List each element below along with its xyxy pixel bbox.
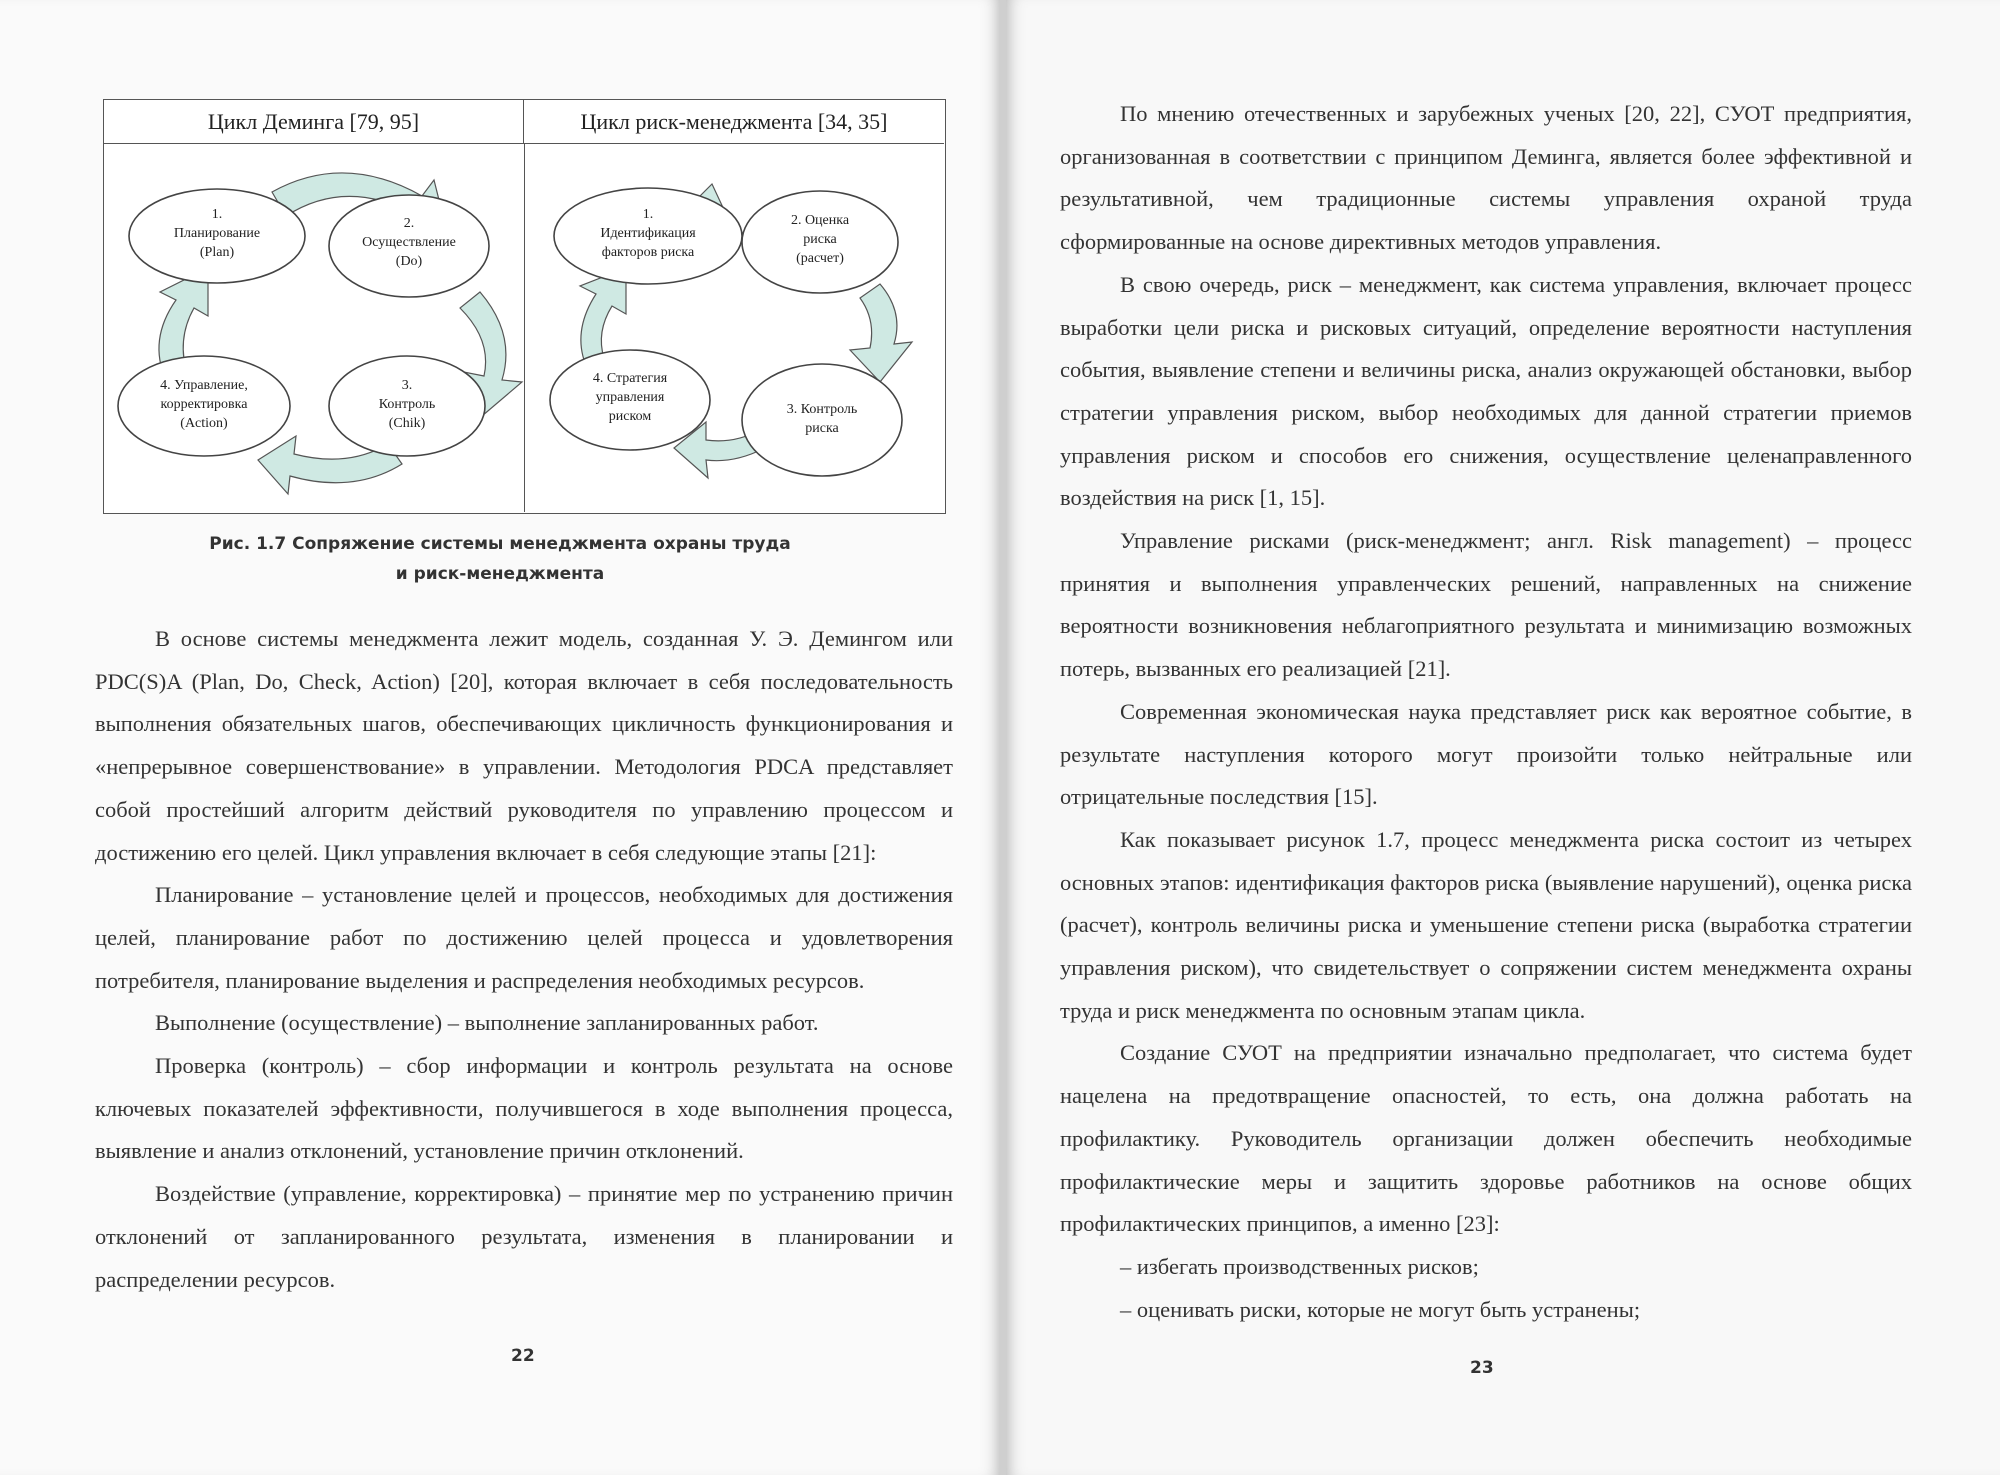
deming-cycle-header: Цикл Деминга [79, 95]	[104, 100, 524, 144]
paragraph: В основе системы менеджмента лежит модель, созданная У. Э. Демингом или PDC(S)A (Plan, Do, Check, Action) [20], которая включает в себя последовательность выполнения обязательных шагов, обеспечивающих цикличность функционирования и «непрерывное совершенствование» в управлении. Методология PDCA представляет собой простейший алгоритм действий руководителя по управлению процессом и достижению его целей. Цикл управления включает в себя следующие этапы [21]:	[95, 626, 953, 865]
figure-caption-line-2: и риск-менеджмента	[395, 564, 605, 584]
node-check-text: 3. Контроль (Chik)	[378, 378, 436, 431]
right-page	[1006, 0, 2000, 1475]
node-assess-text: 2. Оценка риска (расчет)	[790, 213, 850, 266]
paragraph: Выполнение (осуществление) – выполнение запланированных работ.	[155, 1010, 819, 1036]
paragraph: Управление рисками (риск-менеджмент; англ. Risk management) – процесс принятия и выполнения управленческих решений, направленных на снижение вероятности возникновения неблагоприятного результата и минимизацию возможных потерь, вызванных его реализацией [21].	[1060, 528, 1912, 682]
list-item: – избегать производственных рисков;	[1120, 1253, 1479, 1279]
paragraph: Создание СУОТ на предприятии изначально предполагает, что система будет нацелена на предотвращение опасностей, то есть, она должна работать на профилактику. Руководитель организации должен обеспечить необходимые профилактические меры и защитить здоровье работников на основе общих профилактических принципов, а именно [23]:	[1060, 1040, 1912, 1237]
right-page-body	[1060, 93, 1912, 1331]
node-plan-text: 1. Планирование (Plan)	[173, 207, 261, 260]
node-do-text: 2. Осуществление (Do)	[362, 216, 456, 269]
left-page-body	[95, 618, 953, 1301]
list-item: – оценивать риски, которые не могут быть устранены;	[1120, 1296, 1641, 1322]
paragraph: Воздействие (управление, корректировка) – принятие мер по устранению причин отклонений от запланированного результата, изменения в планировании и распределении ресурсов.	[95, 1181, 953, 1292]
node-strategy-text: 4. Стратегия управления риском	[592, 371, 668, 424]
node-control-text: 3. Контроль риска	[786, 402, 858, 436]
node-identify-text: 1. Идентификация факторов риска	[600, 207, 696, 260]
paragraph: По мнению отечественных и зарубежных ученых [20, 22], СУОТ предприятия, организованная в соответствии с принципом Деминга, является более эффективной и результативной, чем традиционные системы управления охраной труда сформированные на основе директивных методов управления.	[1060, 101, 1912, 255]
page-number-right: 23	[1470, 1358, 1494, 1378]
node-control	[742, 364, 902, 476]
page-number-left: 22	[511, 1346, 535, 1366]
paragraph: Проверка (контроль) – сбор информации и контроль результата на основе ключевых показателей эффективности, получившегося в ходе выполнения процесса, выявление и анализ отклонений, установление причин отклонений.	[95, 1053, 953, 1164]
figure-1-7	[103, 99, 946, 514]
paragraph: Как показывает рисунок 1.7, процесс менеджмента риска состоит из четырех основных этапов: идентификация факторов риска (выявление нарушений), оценка риска (расчет), контроль величины риска и уменьшение степени риска (выработка стратегии управления риском), что свидетельствует о сопряжении систем менеджмента охраны труда и риск менеджмента по основным этапам цикла.	[1060, 826, 1912, 1023]
node-action-text: 4. Управление, корректировка (Action)	[160, 378, 248, 431]
paragraph: Современная экономическая наука представляет риск как вероятное событие, в результате наступления которого могут произойти только нейтральные или отрицательные последствия [15].	[1060, 698, 1912, 810]
cycle-diagrams	[104, 144, 944, 512]
risk-cycle-header: Цикл риск-менеджмента [34, 35]	[524, 100, 944, 144]
paragraph: Планирование – установление целей и процессов, необходимых для достижения целей, планирование работ по достижению целей процесса и удовлетворения потребителя, планирование выделения и распределения необходимых ресурсов.	[95, 882, 953, 993]
arrow-assess-to-control	[850, 284, 912, 382]
figure-caption-line-1: Рис. 1.7 Сопряжение системы менеджмента охраны труда	[209, 534, 791, 554]
paragraph: В свою очередь, риск – менеджмент, как система управления, включает процесс выработки цели риска и рисковых ситуаций, определение вероятности наступления события, выявление степени и величины риска, анализ окружающей обстановки, выбор стратегии управления риском, выбор необходимых для данной стратегии приемов управления риском и способов его снижения, осуществление целенаправленного воздействия на риск [1, 15].	[1060, 271, 1912, 511]
